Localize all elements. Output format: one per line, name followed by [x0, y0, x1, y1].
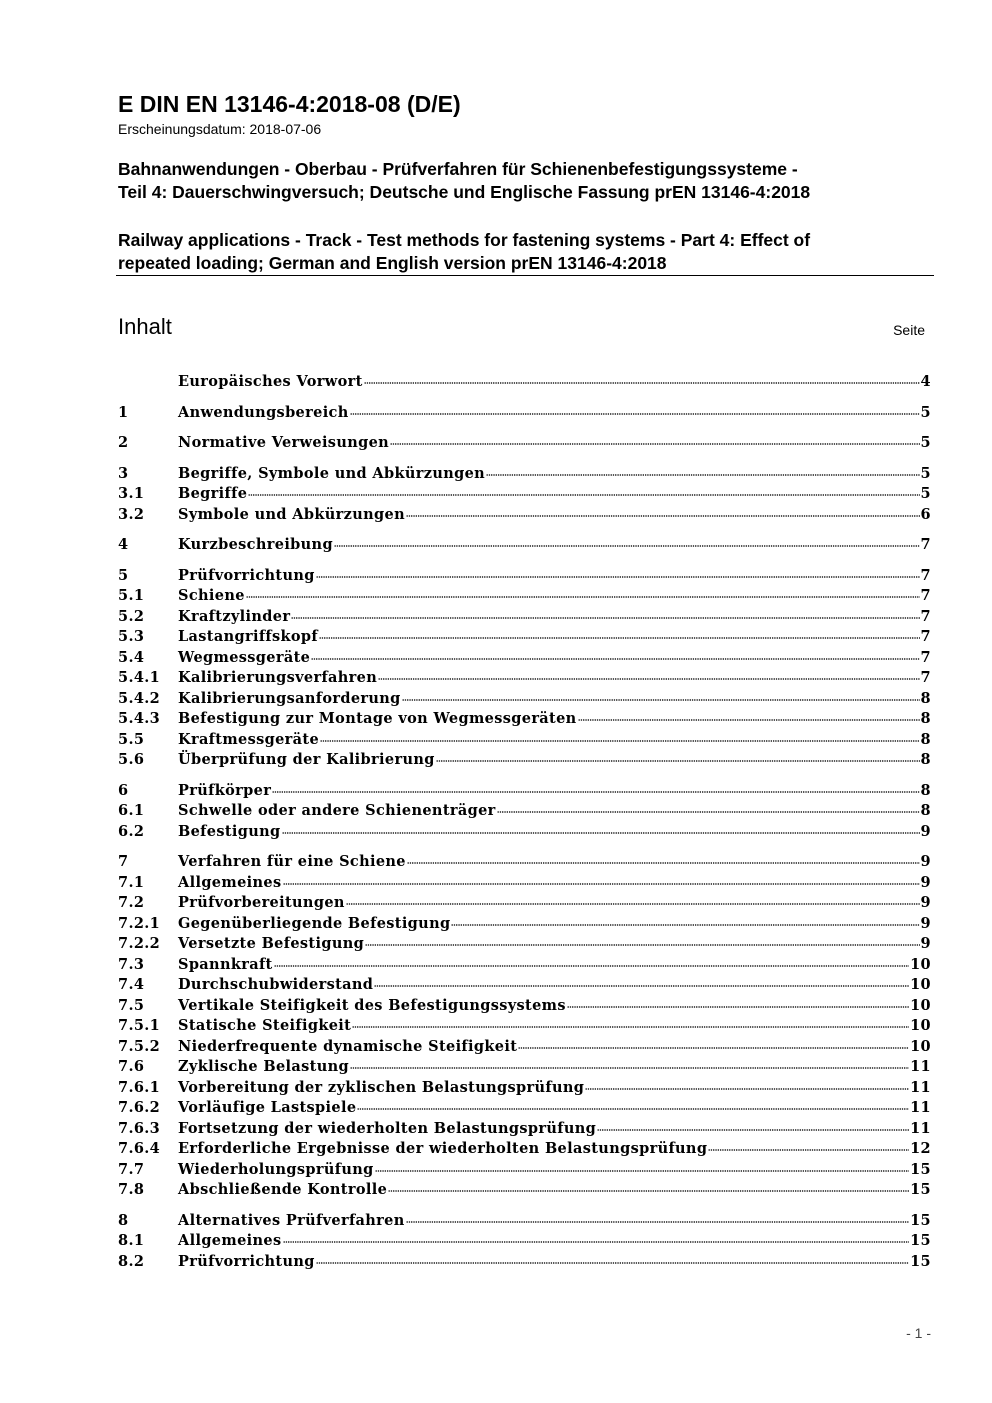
- toc-dot-leader: [567, 1005, 909, 1009]
- toc-entry-page: 15: [910, 1160, 931, 1178]
- toc-entry-title: Vorbereitung der zyklischen Belastungsprüfung: [178, 1078, 585, 1096]
- toc-entry-title: Wegmessgeräte: [178, 648, 311, 666]
- toc-entry-title: Gegenüberliegende Befestigung: [178, 914, 451, 932]
- toc-entry-number: 5.4.1: [118, 669, 161, 686]
- toc-dot-leader: [357, 1107, 909, 1111]
- toc-entry-number: 7: [118, 853, 129, 870]
- toc-entry-page: 7: [920, 566, 931, 584]
- toc-dot-leader: [352, 1025, 909, 1029]
- toc-entry-page: 10: [910, 976, 931, 993]
- toc-entry-page: 8: [920, 710, 931, 727]
- toc-dot-leader: [708, 1148, 909, 1152]
- toc-entry[interactable]: [118, 689, 931, 710]
- toc-dot-leader: [350, 1066, 909, 1070]
- toc-entry[interactable]: [118, 1016, 931, 1037]
- toc-dot-leader: [274, 964, 910, 968]
- toc-entry[interactable]: [118, 914, 931, 935]
- toc-entry[interactable]: [118, 873, 931, 894]
- toc-entry[interactable]: [118, 1231, 931, 1252]
- toc-entry[interactable]: [118, 955, 931, 976]
- toc-entry[interactable]: [118, 1119, 931, 1140]
- toc-entry[interactable]: [118, 668, 931, 689]
- toc-entry-page: 7: [920, 607, 931, 625]
- toc-dot-leader: [334, 544, 920, 548]
- toc-entry-title: Anwendungsbereich: [178, 403, 349, 421]
- toc-entry[interactable]: [118, 996, 931, 1017]
- toc-entry-number: 7.6.4: [118, 1140, 161, 1157]
- toc-entry-page: 5: [920, 434, 931, 451]
- toc-entry-number: 7.5.1: [118, 1017, 161, 1034]
- toc-entry-page: 15: [910, 1181, 931, 1198]
- toc-dot-leader: [406, 1220, 909, 1224]
- toc-dot-leader: [364, 381, 920, 385]
- toc-entry-number: 7.2: [118, 894, 145, 911]
- toc-entry[interactable]: [118, 893, 931, 914]
- toc-entry-page: 6: [920, 505, 931, 523]
- toc-entry[interactable]: [118, 403, 931, 424]
- toc-entry-number: 3.2: [118, 505, 145, 523]
- toc-entry-page: 4: [920, 373, 931, 390]
- toc-dot-leader: [283, 1240, 910, 1244]
- toc-entry-number: 8.2: [118, 1252, 145, 1270]
- toc-entry-page: 9: [920, 873, 931, 891]
- toc-entry-page: 9: [920, 894, 931, 911]
- toc-entry-page: 8: [920, 802, 931, 819]
- toc-entry-title: Wiederholungsprüfung: [178, 1160, 374, 1178]
- toc-dot-leader: [319, 636, 920, 640]
- toc-dot-leader: [486, 473, 919, 477]
- toc-entry-page: 8: [920, 751, 931, 768]
- toc-entry-page: 15: [910, 1232, 931, 1249]
- toc-entry[interactable]: [118, 1037, 931, 1058]
- toc-entry-number: 8: [118, 1211, 129, 1229]
- toc-entry-title: Schwelle oder andere Schienenträger: [178, 802, 496, 819]
- toc-entry-number: 5.2: [118, 607, 145, 625]
- toc-entry-title: Vorläufige Lastspiele: [178, 1099, 357, 1116]
- toc-entry-page: 10: [910, 996, 931, 1014]
- toc-entry-number: 5.6: [118, 751, 145, 768]
- toc-entry[interactable]: [118, 709, 931, 730]
- title-english-line-1: Railway applications - Track - Test methods for fastening systems - Part 4: Effect of: [118, 230, 811, 250]
- toc-entry-title: Lastangriffskopf: [178, 628, 319, 645]
- toc-entry-page: 9: [920, 935, 931, 952]
- toc-entry-title: Vertikale Steifigkeit des Befestigungssystems: [178, 996, 566, 1014]
- toc-entry[interactable]: [118, 535, 931, 556]
- title-english-line-2: repeated loading; German and English version prEN 13146-4:2018: [118, 253, 667, 273]
- toc-entry-title: Kalibrierungsanforderung: [178, 689, 401, 707]
- toc-entry-number: 5.4.2: [118, 689, 161, 707]
- toc-entry-page: 7: [920, 648, 931, 666]
- document-id: E DIN EN 13146-4:2018-08 (D/E): [118, 91, 461, 117]
- toc-dot-leader: [378, 677, 919, 681]
- toc-entry-title: Begriffe, Symbole und Abkürzungen: [178, 464, 486, 482]
- title-english: [118, 229, 938, 275]
- toc-dot-leader: [350, 412, 920, 416]
- toc-dot-leader: [316, 1261, 909, 1265]
- toc-entry-number: 5: [118, 566, 129, 584]
- toc-dot-leader: [272, 790, 919, 794]
- toc-entry-number: 7.2.2: [118, 935, 161, 952]
- toc-entry-number: 7.6.2: [118, 1099, 161, 1116]
- toc-entry-number: 7.4: [118, 976, 145, 993]
- toc-entry-page: 10: [910, 955, 931, 973]
- toc-entry[interactable]: [118, 975, 931, 996]
- toc-entry-page: 15: [910, 1252, 931, 1270]
- toc-entry[interactable]: [118, 1180, 931, 1201]
- title-german-line-1: Bahnanwendungen - Oberbau - Prüfverfahren für Schienenbefestigungssysteme -: [118, 159, 798, 179]
- toc-entry-title: Prüfvorbereitungen: [178, 894, 345, 911]
- toc-entry-page: 10: [910, 1017, 931, 1034]
- toc-entry[interactable]: [118, 801, 931, 822]
- toc-entry-number: 4: [118, 536, 129, 553]
- toc-entry-title: Niederfrequente dynamische Steifigkeit: [178, 1037, 518, 1055]
- toc-entry[interactable]: [118, 566, 931, 587]
- toc-entry-number: 3.1: [118, 485, 145, 502]
- toc-entry-page: 7: [920, 669, 931, 686]
- toc-entry-number: 7.6: [118, 1058, 145, 1075]
- toc-entry-title: Begriffe: [178, 485, 248, 502]
- toc-entry-page: 8: [920, 730, 931, 748]
- toc-entry-number: 7.5.2: [118, 1037, 161, 1055]
- toc-dot-leader: [585, 1087, 909, 1091]
- toc-entry-title: Kurzbeschreibung: [178, 536, 333, 553]
- toc-entry-number: 5.5: [118, 730, 145, 748]
- toc-dot-leader: [374, 984, 909, 988]
- toc-heading: Inhalt: [118, 314, 172, 339]
- table-of-contents: [118, 372, 931, 1272]
- toc-page-column-label: Seite: [893, 322, 925, 338]
- toc-entry-title: Schiene: [178, 587, 245, 604]
- toc-entry[interactable]: [118, 484, 931, 505]
- toc-entry-page: 8: [920, 689, 931, 707]
- toc-entry[interactable]: [118, 1160, 931, 1181]
- toc-dot-leader: [346, 902, 920, 906]
- toc-entry[interactable]: [118, 648, 931, 669]
- toc-dot-leader: [578, 718, 920, 722]
- toc-entry-title: Allgemeines: [178, 1232, 282, 1249]
- toc-dot-leader: [320, 739, 920, 743]
- toc-entry[interactable]: [118, 1057, 931, 1078]
- toc-entry[interactable]: [118, 781, 931, 802]
- title-divider: [116, 275, 934, 276]
- toc-entry-title: Kraftzylinder: [178, 607, 291, 625]
- toc-entry-number: 6: [118, 781, 129, 799]
- toc-entry-number: 1: [118, 403, 129, 421]
- toc-entry-title: Statische Steifigkeit: [178, 1017, 352, 1034]
- toc-entry-title: Überprüfung der Kalibrierung: [178, 751, 435, 768]
- toc-entry-number: 7.1: [118, 873, 145, 891]
- toc-entry-title: Prüfkörper: [178, 781, 272, 799]
- toc-entry-title: Zyklische Belastung: [178, 1058, 349, 1075]
- toc-entry-title: Befestigung: [178, 822, 281, 840]
- toc-entry-title: Erforderliche Ergebnisse der wiederholten Belastungsprüfung: [178, 1140, 708, 1157]
- toc-dot-leader: [406, 514, 920, 518]
- toc-dot-leader: [282, 831, 920, 835]
- toc-entry-page: 10: [910, 1037, 931, 1055]
- toc-entry-title: Fortsetzung der wiederholten Belastungsprüfung: [178, 1119, 597, 1137]
- toc-entry[interactable]: [118, 822, 931, 843]
- toc-entry-number: 7.7: [118, 1160, 145, 1178]
- toc-dot-leader: [407, 861, 920, 865]
- toc-entry-title: Europäisches Vorwort: [178, 373, 363, 390]
- toc-entry-number: 5.1: [118, 587, 145, 604]
- toc-entry-title: Verfahren für eine Schiene: [178, 853, 406, 870]
- toc-entry-title: Prüfvorrichtung: [178, 1252, 315, 1270]
- toc-entry-number: 7.3: [118, 955, 145, 973]
- toc-entry-page: 5: [920, 464, 931, 482]
- title-german-line-2: Teil 4: Dauerschwingversuch; Deutsche und Englische Fassung prEN 13146-4:2018: [118, 182, 811, 202]
- toc-entry-title: Spannkraft: [178, 955, 273, 973]
- toc-entry-title: Allgemeines: [178, 873, 282, 891]
- toc-entry-number: 8.1: [118, 1232, 145, 1249]
- toc-entry-number: 7.6.1: [118, 1078, 161, 1096]
- toc-entry[interactable]: [118, 934, 931, 955]
- toc-dot-leader: [497, 810, 920, 814]
- toc-dot-leader: [291, 616, 919, 620]
- toc-entry-page: 5: [920, 485, 931, 502]
- toc-entry-page: 7: [920, 628, 931, 645]
- toc-entry-page: 5: [920, 403, 931, 421]
- toc-dot-leader: [248, 493, 919, 497]
- toc-entry-page: 8: [920, 781, 931, 799]
- toc-entry-title: Versetzte Befestigung: [178, 935, 365, 952]
- toc-entry[interactable]: [118, 372, 931, 393]
- toc-entry[interactable]: [118, 586, 931, 607]
- toc-entry-number: 5.3: [118, 628, 145, 645]
- toc-entry-number: 6.1: [118, 802, 145, 819]
- toc-entry-title: Abschließende Kontrolle: [178, 1181, 388, 1198]
- title-german: [118, 158, 938, 204]
- toc-dot-leader: [518, 1046, 909, 1050]
- toc-dot-leader: [365, 943, 919, 947]
- toc-entry[interactable]: [118, 1252, 931, 1273]
- toc-entry-page: 9: [920, 822, 931, 840]
- toc-entry[interactable]: [118, 505, 931, 526]
- toc-dot-leader: [246, 595, 920, 599]
- toc-entry-page: 11: [910, 1099, 931, 1116]
- toc-dot-leader: [451, 923, 919, 927]
- toc-entry[interactable]: [118, 730, 931, 751]
- page-number: - 1 -: [906, 1325, 931, 1341]
- toc-entry-page: 7: [920, 536, 931, 553]
- toc-entry-number: 7.6.3: [118, 1119, 161, 1137]
- toc-entry-title: Kalibrierungsverfahren: [178, 669, 378, 686]
- toc-dot-leader: [436, 759, 920, 763]
- toc-entry[interactable]: [118, 607, 931, 628]
- toc-entry-title: Normative Verweisungen: [178, 434, 390, 451]
- toc-dot-leader: [375, 1169, 909, 1173]
- toc-dot-leader: [316, 575, 920, 579]
- toc-entry-title: Kraftmessgeräte: [178, 730, 320, 748]
- toc-entry-page: 11: [910, 1058, 931, 1075]
- toc-entry-page: 7: [920, 587, 931, 604]
- toc-entry-title: Durchschubwiderstand: [178, 976, 374, 993]
- toc-entry[interactable]: [118, 433, 931, 454]
- toc-entry[interactable]: [118, 852, 931, 873]
- toc-entry-number: 2: [118, 434, 129, 451]
- toc-entry-title: Symbole und Abkürzungen: [178, 505, 405, 523]
- toc-dot-leader: [283, 882, 920, 886]
- toc-entry-page: 9: [920, 914, 931, 932]
- toc-entry[interactable]: [118, 627, 931, 648]
- toc-entry-number: 5.4.3: [118, 710, 161, 727]
- toc-entry-number: 6.2: [118, 822, 145, 840]
- toc-entry-title: Alternatives Prüfverfahren: [178, 1211, 405, 1229]
- toc-entry[interactable]: [118, 1098, 931, 1119]
- toc-entry-page: 15: [910, 1211, 931, 1229]
- toc-entry-number: 5.4: [118, 648, 145, 666]
- publication-date: Erscheinungsdatum: 2018-07-06: [118, 121, 322, 137]
- toc-dot-leader: [390, 442, 919, 446]
- toc-entry[interactable]: [118, 464, 931, 485]
- toc-entry[interactable]: [118, 1211, 931, 1232]
- toc-entry-title: Prüfvorrichtung: [178, 566, 315, 584]
- toc-dot-leader: [402, 698, 920, 702]
- toc-entry[interactable]: [118, 750, 931, 771]
- toc-entry-title: Befestigung zur Montage von Wegmessgeräten: [178, 710, 577, 727]
- toc-entry-number: 3: [118, 464, 129, 482]
- toc-entry-number: 7.5: [118, 996, 145, 1014]
- toc-entry[interactable]: [118, 1139, 931, 1160]
- toc-entry-page: 9: [920, 853, 931, 870]
- toc-entry-page: 12: [910, 1140, 931, 1157]
- toc-entry-number: 7.2.1: [118, 914, 161, 932]
- toc-dot-leader: [388, 1189, 909, 1193]
- toc-entry-page: 11: [910, 1078, 931, 1096]
- toc-entry-page: 11: [910, 1119, 931, 1137]
- toc-dot-leader: [311, 657, 919, 661]
- toc-dot-leader: [597, 1128, 909, 1132]
- toc-entry[interactable]: [118, 1078, 931, 1099]
- toc-entry-number: 7.8: [118, 1181, 145, 1198]
